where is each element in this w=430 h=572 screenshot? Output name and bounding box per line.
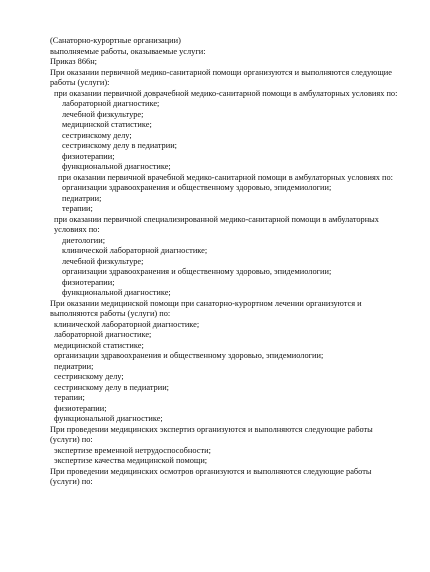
- list-item: диетологии;: [62, 235, 106, 245]
- list-item: лабораторной диагностике;: [54, 330, 152, 339]
- list-item: физиотерапии;: [62, 277, 115, 287]
- list-item: функциональной диагностике;: [62, 162, 171, 171]
- list-item: функциональной диагностике;: [62, 288, 171, 297]
- section-heading: При оказании медицинской помощи при санаторно-курортном лечении организуются и выполняются работы (услуги) по:: [50, 298, 362, 318]
- list-item: экспертизе качества медицинской помощи;: [54, 456, 208, 465]
- list-item: клинической лабораторной диагностике;: [62, 246, 208, 255]
- list-item: лечебной физкультуре;: [62, 256, 144, 266]
- subsection-heading: при оказании первичной доврачебной медико-санитарной помощи в амбулаторных условиях по:: [54, 88, 398, 98]
- list-item: организации здравоохранения и общественному здоровью, эпидемиологии;: [62, 183, 332, 192]
- subsection-heading: при оказании первичной специализированной медико-санитарной помощи в амбулаторных условиях по:: [54, 214, 379, 234]
- list-item: организации здравоохранения и общественному здоровью, эпидемиологии;: [62, 267, 332, 276]
- doc-line: выполняемые работы, оказываемые услуги:: [50, 46, 206, 56]
- list-item: сестринскому делу в педиатрии;: [62, 141, 177, 150]
- list-item: физиотерапии;: [62, 151, 115, 161]
- list-item: функциональной диагностике;: [54, 414, 163, 423]
- list-item: педиатрии;: [54, 361, 94, 371]
- list-item: медицинской статистике;: [54, 340, 144, 350]
- doc-line: Приказ 866н;: [50, 57, 97, 66]
- subsection-heading: при оказании первичной врачебной медико-санитарной помощи в амбулаторных условиях по:: [58, 172, 394, 182]
- list-item: лечебной физкультуре;: [62, 109, 144, 119]
- list-item: сестринскому делу;: [54, 372, 124, 381]
- section-heading: При оказании первичной медико-санитарной помощи организуются и выполняются следующие работы (услуги):: [50, 67, 392, 87]
- list-item: клинической лабораторной диагностике;: [54, 319, 200, 329]
- list-item: экспертизе временной нетрудоспособности;: [54, 445, 211, 455]
- list-item: сестринскому делу;: [62, 130, 132, 140]
- list-item: лабораторной диагностике;: [62, 99, 160, 108]
- list-item: терапии;: [62, 204, 93, 213]
- list-item: медицинской статистике;: [62, 120, 152, 129]
- list-item: педиатрии;: [62, 193, 102, 203]
- document-body: [50, 36, 402, 488]
- section-heading: При проведении медицинских осмотров организуются и выполняются следующие работы (услуги) по:: [50, 466, 372, 486]
- list-item: организации здравоохранения и общественному здоровью, эпидемиологии;: [54, 351, 324, 360]
- list-item: физиотерапии;: [54, 403, 107, 413]
- list-item: сестринскому делу в педиатрии;: [54, 382, 169, 392]
- list-item: терапии;: [54, 393, 85, 402]
- doc-line: (Санаторно-курортные организации): [50, 36, 181, 45]
- section-heading: При проведении медицинских экспертиз организуются и выполняются следующие работы (услуги) по:: [50, 424, 373, 444]
